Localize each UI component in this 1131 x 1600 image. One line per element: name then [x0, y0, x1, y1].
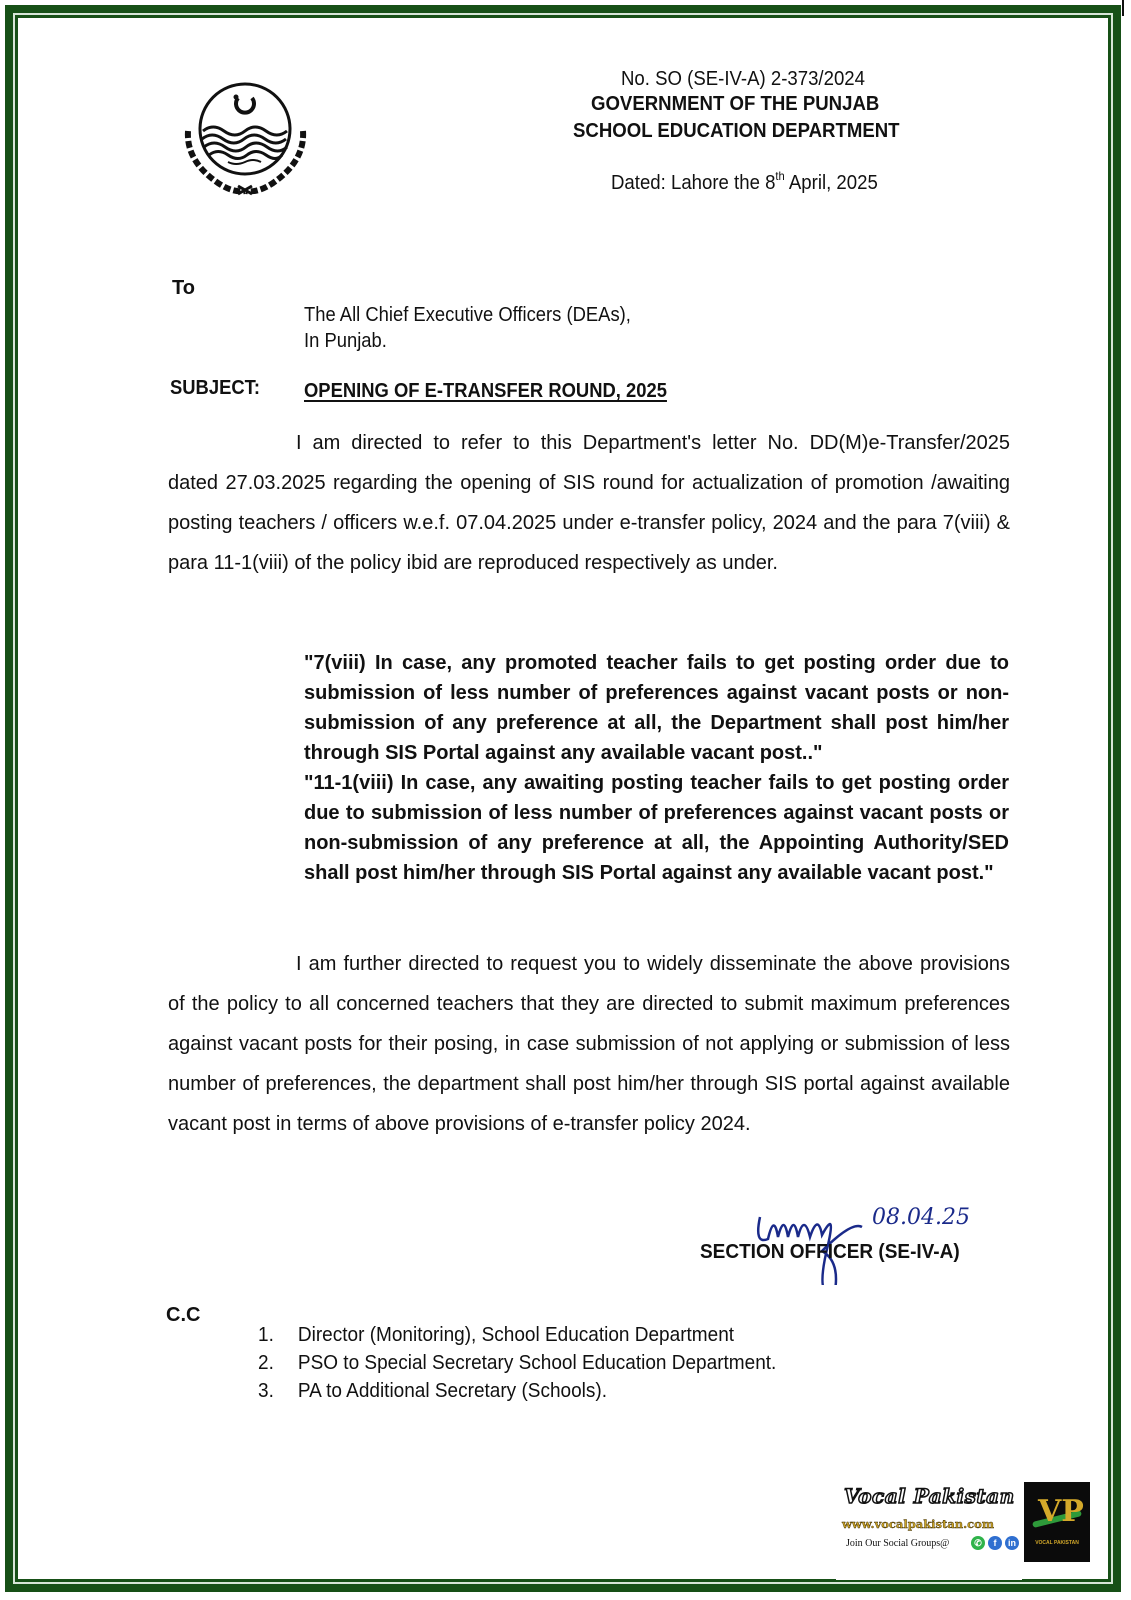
- vocal-pakistan-logo-badge: [1024, 1482, 1090, 1562]
- policy-quote-11-1viii: [304, 768, 1009, 888]
- dated-line: [611, 169, 878, 195]
- subject-text: OPENING OF E-TRANSFER ROUND, 2025: [304, 380, 667, 402]
- body-paragraph-2: [168, 944, 1010, 1144]
- linkedin-icon[interactable]: in: [1005, 1536, 1019, 1550]
- cc-item-text: Director (Monitoring), School Education Department: [297, 1324, 735, 1346]
- watermark-brand: Vocal Pakistan: [844, 1484, 1015, 1508]
- recipient-line-2: In Punjab.: [304, 330, 387, 352]
- cc-item-number: 2.: [258, 1352, 274, 1374]
- government-heading: GOVERNMENT OF THE PUNJAB: [591, 93, 880, 115]
- cc-label: C.C: [166, 1304, 201, 1326]
- page-edge-line: [1122, 0, 1124, 16]
- body-paragraph-1: [168, 423, 1010, 583]
- government-of-punjab-emblem-icon: [178, 76, 313, 200]
- cc-item-text: PSO to Special Secretary School Education Department.: [297, 1352, 777, 1374]
- policy-quote-11-1viii-text: "11-1(viii) In case, any awaiting posting teacher fails to get posting order due to submission of less number of preferences against vacant posts or non-submission of any preference at all, the Appointing Authority/SED shall post him/her through SIS Portal against any available vacant post.": [304, 772, 1009, 884]
- whatsapp-icon[interactable]: ✆: [971, 1536, 985, 1550]
- facebook-icon[interactable]: f: [988, 1536, 1002, 1550]
- cc-item-number: 1.: [258, 1324, 274, 1346]
- letter-number: No. SO (SE-IV-A) 2-373/2024: [621, 68, 865, 90]
- department-heading: SCHOOL EDUCATION DEPARTMENT: [573, 120, 900, 142]
- signature-date: 08.04.25: [872, 1205, 970, 1230]
- dated-prefix: Dated: Lahore the 8: [611, 172, 776, 194]
- recipient-line-1: The All Chief Executive Officers (DEAs),: [304, 304, 631, 326]
- badge-monogram: VP: [1038, 1494, 1084, 1529]
- to-label: To: [172, 277, 195, 299]
- cc-list-item: [258, 1380, 607, 1403]
- watermark-url[interactable]: www.vocalpakistan.com: [842, 1517, 994, 1531]
- subject-label: SUBJECT:: [170, 377, 260, 399]
- badge-label: VOCAL PAKISTAN: [1035, 1540, 1079, 1546]
- body-paragraph-1-text: I am directed to refer to this Department's letter No. DD(M)e-Transfer/2025 dated 27.03.2025 regarding the opening of SIS round for actualization of promotion /awaiting posting teachers / officers w.e.f. 07.04.2025 under e-transfer policy, 2024 and the para 7(viii) & para 11-1(viii) of the policy ibid are reproduced respectively as under.: [168, 432, 1010, 574]
- cc-list-item: [258, 1352, 776, 1375]
- policy-quote-7viii: [304, 648, 1009, 768]
- cc-list-item: [258, 1324, 734, 1347]
- body-paragraph-2-text: I am further directed to request you to widely disseminate the above provisions of the policy to all concerned teachers that they are directed to submit maximum preferences against vacant posts for their posing, in case submission of not applying or submission of less number of preferences, the department shall post him/her through SIS portal against available vacant post in terms of above provisions of e-transfer policy 2024.: [168, 953, 1010, 1135]
- dated-suffix: April, 2025: [784, 172, 878, 194]
- cc-item-text: PA to Additional Secretary (Schools).: [297, 1380, 607, 1402]
- watermark-join-text: Join Our Social Groups@: [846, 1538, 950, 1549]
- cc-item-number: 3.: [258, 1380, 274, 1402]
- vocal-pakistan-watermark: [836, 1480, 1022, 1580]
- dated-ordinal: th: [775, 169, 785, 183]
- policy-quote-7viii-text: "7(viii) In case, any promoted teacher fails to get posting order due to submission of less number of preferences against vacant posts or non-submission of any preference at all, the Department shall post him/her through SIS Portal against any available vacant post..": [304, 652, 1009, 764]
- signatory-title: SECTION OFFICER (SE-IV-A): [700, 1241, 960, 1263]
